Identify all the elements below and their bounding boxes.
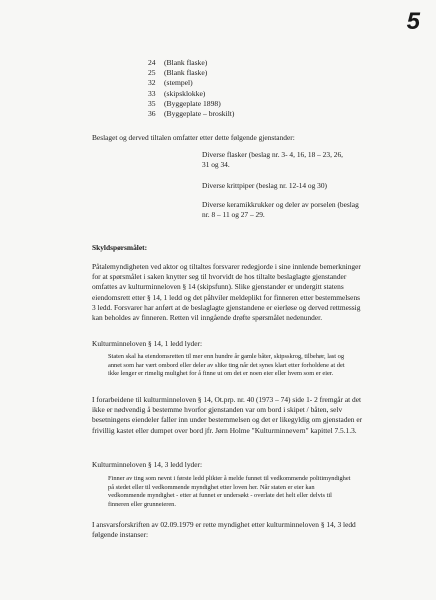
text-line: 3 ledd. Forsvarer har anført at de beslaglagte gjenstandene er eierløse og derved rettmessig (92, 302, 361, 312)
item-number: 32 (148, 78, 156, 88)
text-line: ikke lenger er rimelig mulighet for å finne ut om det er noen eier eller hvem som er eier. (108, 370, 334, 378)
text-line: for at spørsmålet i saken knytter seg til hvorvidt de hos tiltalte beslaglagte gjenstander (92, 272, 347, 282)
list-item (148, 78, 234, 88)
list-item (148, 58, 234, 68)
law1-quote (108, 353, 345, 379)
text-line: vedkommende myndighet - etter at funnet er undersøkt - overlate det helt eller delvis til (108, 492, 332, 500)
seized-group-bottles (202, 150, 343, 170)
text-line: 31 og 34. (202, 160, 230, 170)
text-line: annet som har vært ombord eller deler av slike ting når det synes klart etter forholdene at det (108, 361, 345, 369)
text-line: ikke er nødvendig å bestemme hvorfor gjenstanden var om bord i skipet / båten, selv (92, 405, 343, 415)
text-line: Staten skal ha eiendomsretten til mer enn hundre år gamle båter, skipsskrog, tilbehør, last og (108, 353, 345, 360)
closing-paragraph (92, 520, 356, 540)
text-line: Diverse flasker (beslag nr. 3- 4, 16, 18 – 23, 26, (202, 150, 344, 159)
list-item (148, 99, 234, 109)
law2-quote (108, 475, 350, 509)
text-line: besetningens eiendeler faller inn under bestemmelsen og det er likegyldig om gjenstaden er (92, 415, 363, 425)
item-number: 36 (148, 109, 156, 119)
list-item (148, 68, 234, 78)
text-line: Påtalemyndigheten ved aktor og tiltaltes forsvarer redegjorde i sine innlende bemerkninger (92, 262, 361, 271)
text-line: kan beholdes av finneren. Retten vil inngående drøfte spørsmålet nedenunder. (92, 313, 323, 323)
item-label: (Blank flaske) (164, 68, 208, 78)
item-number: 35 (148, 98, 156, 108)
item-label: (skipsklokke) (164, 88, 206, 98)
list-item (148, 89, 234, 99)
text-line: I forarbeidene til kulturminneloven § 14, Ot.prp. nr. 40 (1973 – 74) side 1- 2 fremgår at det (92, 395, 362, 404)
guilt-paragraph (92, 262, 361, 323)
law2-title: Kulturminneloven § 14, 3 ledd lyder: (92, 460, 203, 469)
guilt-heading: Skyldspørsmålet: (92, 243, 148, 252)
item-number: 24 (148, 58, 156, 67)
seized-group-pipes (202, 181, 327, 191)
text-line: I ansvarsforskriften av 02.09.1979 er rette myndighet etter kulturminneloven § 14, 3 ledd (92, 520, 356, 529)
law1-title: Kulturminneloven § 14, 1 ledd lyder: (92, 339, 203, 348)
item-label: (stempel) (164, 78, 193, 88)
text-line: Diverse krittpiper (beslag nr. 12-14 og 30) (202, 181, 327, 190)
list-item (148, 109, 234, 119)
item-label: (Byggeplate – broskilt) (164, 109, 235, 119)
item-list (148, 58, 234, 119)
text-line: nr. 8 – 11 og 27 – 29. (202, 210, 265, 220)
text-line: følgende instanser: (92, 530, 149, 540)
text-line: finneren eller grunneieren. (108, 500, 176, 508)
text-line: på stedet eller til vedkommende myndighet etter loven her. Når staten er eier kan (108, 483, 315, 491)
text-line: Finner av ting som nevnt i første ledd plikter å melde funnet til vedkommende politimyndighet (108, 475, 351, 482)
item-label: (Byggeplate 1898) (164, 98, 221, 108)
text-line: eiendomsrett etter § 14, 1 ledd og det påhviler meldeplikt for finneren etter bestemmelsens (92, 292, 361, 302)
preparatory-works-paragraph (92, 395, 362, 436)
text-line: omfattes av kulturminneloven § 14 (skipsfunn). Slike gjenstander er undergitt statens (92, 282, 344, 292)
item-number: 25 (148, 68, 156, 78)
seized-intro: Beslaget og derved tiltalen omfatter etter dette følgende gjenstander: (92, 133, 295, 142)
page-number: 5 (406, 8, 420, 35)
text-line: frivillig kastet eller dumpet over bord jfr. Jørn Holme "Kulturminnevern" kapittel 7.5.1.3. (92, 425, 357, 435)
item-label: (Blank flaske) (164, 58, 208, 67)
seized-group-ceramics (202, 200, 359, 220)
text-line: Diverse keramikkrukker og deler av porselen (beslag (202, 200, 359, 209)
item-number: 33 (148, 88, 156, 98)
